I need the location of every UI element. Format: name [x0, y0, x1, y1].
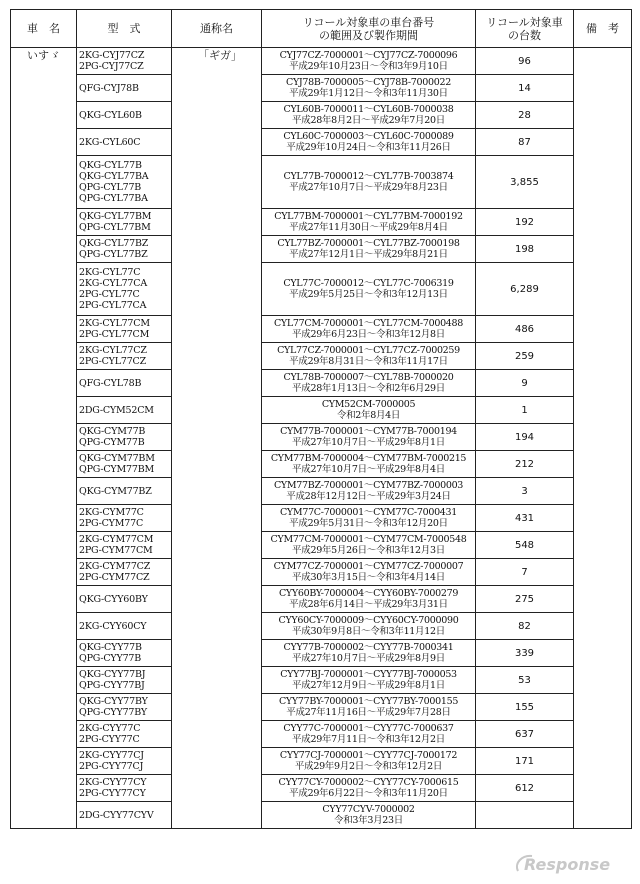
table-row	[11, 424, 632, 451]
maker-cell: いすゞ	[11, 48, 77, 829]
range-cell: CYY77C-7000001～CYY77C-7000637 平成29年7月11日～令和3年12月2日	[262, 721, 476, 748]
table-row	[11, 478, 632, 505]
count-cell: 53	[476, 667, 574, 694]
table-row	[11, 370, 632, 397]
range-cell: CYL77CM-7000001～CYL77CM-7000488 平成29年6月23日～令和3年12月8日	[262, 316, 476, 343]
table-row	[11, 316, 632, 343]
range-cell: CYL77CZ-7000001～CYL77CZ-7000259 平成29年8月31日～令和3年11月17日	[262, 343, 476, 370]
model-cell: QKG-CYY60BY	[77, 586, 172, 613]
model-cell: QKG-CYM77BM QPG-CYM77BM	[77, 451, 172, 478]
model-cell: QKG-CYM77B QPG-CYM77B	[77, 424, 172, 451]
range-cell: CYM77CZ-7000001～CYM77CZ-7000007 平成30年3月15日～令和3年4月14日	[262, 559, 476, 586]
range-cell: CYJ78B-7000005～CYJ78B-7000022 平成29年1月12日～令和3年11月30日	[262, 75, 476, 102]
table-row	[11, 640, 632, 667]
range-cell: CYY60CY-7000009～CYY60CY-7000090 平成30年9月8日～令和3年11月12日	[262, 613, 476, 640]
range-cell: CYM77BM-7000004～CYM77BM-7000215 平成27年10月7日～平成29年8月4日	[262, 451, 476, 478]
model-cell: 2KG-CYY77CJ 2PG-CYY77CJ	[77, 748, 172, 775]
table-row	[11, 775, 632, 802]
count-cell: 14	[476, 75, 574, 102]
model-cell: 2KG-CYY77CY 2PG-CYY77CY	[77, 775, 172, 802]
count-cell: 82	[476, 613, 574, 640]
range-cell: CYY77B-7000002～CYY77B-7000341 平成27年10月7日～平成29年8月9日	[262, 640, 476, 667]
range-cell: CYL78B-7000007～CYL78B-7000020 平成28年1月13日～令和2年6月29日	[262, 370, 476, 397]
range-cell: CYL77B-7000012～CYL77B-7003874 平成27年10月7日～平成29年8月23日	[262, 156, 476, 209]
count-cell: 28	[476, 102, 574, 129]
model-cell: QKG-CYL77BM QPG-CYL77BM	[77, 209, 172, 236]
range-cell: CYM77CM-7000001～CYM77CM-7000548 平成29年5月26日～令和3年12月3日	[262, 532, 476, 559]
range-cell: CYY60BY-7000004～CYY60BY-7000279 平成28年6月14日～平成29年3月31日	[262, 586, 476, 613]
model-cell: QKG-CYY77BY QPG-CYY77BY	[77, 694, 172, 721]
count-cell: 259	[476, 343, 574, 370]
header-range: リコール対象車の車台番号 の範囲及び製作期間	[262, 10, 476, 48]
table-row	[11, 667, 632, 694]
header-count: リコール対象車 の台数	[476, 10, 574, 48]
count-cell: 198	[476, 236, 574, 263]
range-cell: CYM77C-7000001～CYM77C-7000431 平成29年5月31日～令和3年12月20日	[262, 505, 476, 532]
count-cell: 1	[476, 397, 574, 424]
model-cell: 2KG-CYM77CZ 2PG-CYM77CZ	[77, 559, 172, 586]
count-cell: 486	[476, 316, 574, 343]
model-cell: QFG-CYJ78B	[77, 75, 172, 102]
model-cell: 2KG-CYL77CZ 2PG-CYL77CZ	[77, 343, 172, 370]
remarks-cell	[574, 48, 632, 829]
table-row	[11, 102, 632, 129]
model-cell: 2KG-CYM77CM 2PG-CYM77CM	[77, 532, 172, 559]
count-cell: 612	[476, 775, 574, 802]
table-row	[11, 586, 632, 613]
count-cell: 192	[476, 209, 574, 236]
count-cell: 3	[476, 478, 574, 505]
count-cell: 339	[476, 640, 574, 667]
count-cell: 637	[476, 721, 574, 748]
count-cell: 431	[476, 505, 574, 532]
model-cell: QFG-CYL78B	[77, 370, 172, 397]
header-model: 型 式	[77, 10, 172, 48]
model-cell: 2KG-CYL77C 2KG-CYL77CA 2PG-CYL77C 2PG-CYL77CA	[77, 263, 172, 316]
count-cell: 155	[476, 694, 574, 721]
count-cell: 6,289	[476, 263, 574, 316]
range-cell: CYY77BY-7000001～CYY77BY-7000155 平成27年11月16日～平成29年7月28日	[262, 694, 476, 721]
table-row	[11, 48, 632, 75]
table-row	[11, 748, 632, 775]
table-row	[11, 129, 632, 156]
range-cell: CYY77CYV-7000002 令和3年3月23日	[262, 802, 476, 829]
range-cell: CYL77BZ-7000001～CYL77BZ-7000198 平成27年12月1日～平成29年8月21日	[262, 236, 476, 263]
table-row	[11, 721, 632, 748]
table-row	[11, 397, 632, 424]
range-cell: CYM77B-7000001～CYM77B-7000194 平成27年10月7日～平成29年8月1日	[262, 424, 476, 451]
response-logo	[512, 849, 628, 877]
table-row	[11, 559, 632, 586]
table-row	[11, 343, 632, 370]
count-cell: 9	[476, 370, 574, 397]
model-cell: QKG-CYY77B QPG-CYY77B	[77, 640, 172, 667]
model-cell: QKG-CYL60B	[77, 102, 172, 129]
table-row	[11, 694, 632, 721]
table-row	[11, 156, 632, 209]
model-cell: 2KG-CYL60C	[77, 129, 172, 156]
range-cell: CYY77BJ-7000001～CYY77BJ-7000053 平成27年12月9日～平成29年8月1日	[262, 667, 476, 694]
table-row	[11, 263, 632, 316]
model-cell: 2KG-CYJ77CZ 2PG-CYJ77CZ	[77, 48, 172, 75]
table-row	[11, 209, 632, 236]
recall-table	[10, 9, 632, 829]
range-cell: CYL60C-7000003～CYL60C-7000089 平成29年10月24日～令和3年11月26日	[262, 129, 476, 156]
count-cell: 3,855	[476, 156, 574, 209]
count-cell	[476, 802, 574, 829]
common-name-cell: 「ギガ」	[172, 48, 262, 829]
model-cell: 2KG-CYY77C 2PG-CYY77C	[77, 721, 172, 748]
watermark-text: Response	[524, 855, 611, 874]
model-cell: QKG-CYL77BZ QPG-CYL77BZ	[77, 236, 172, 263]
model-cell: 2DG-CYY77CYV	[77, 802, 172, 829]
range-cell: CYL77C-7000012～CYL77C-7006319 平成29年5月25日～令和3年12月13日	[262, 263, 476, 316]
count-cell: 7	[476, 559, 574, 586]
count-cell: 171	[476, 748, 574, 775]
model-cell: QKG-CYY77BJ QPG-CYY77BJ	[77, 667, 172, 694]
table-body	[11, 48, 632, 829]
count-cell: 275	[476, 586, 574, 613]
table-row	[11, 532, 632, 559]
range-cell: CYJ77CZ-7000001～CYJ77CZ-7000096 平成29年10月23日～令和3年9月10日	[262, 48, 476, 75]
range-cell: CYM77BZ-7000001～CYM77BZ-7000003 平成28年12月12日～平成29年3月24日	[262, 478, 476, 505]
table-row	[11, 451, 632, 478]
model-cell: QKG-CYM77BZ	[77, 478, 172, 505]
count-cell: 194	[476, 424, 574, 451]
count-cell: 96	[476, 48, 574, 75]
model-cell: 2DG-CYM52CM	[77, 397, 172, 424]
header-common-name: 通称名	[172, 10, 262, 48]
model-cell: 2KG-CYL77CM 2PG-CYL77CM	[77, 316, 172, 343]
range-cell: CYL60B-7000011～CYL60B-7000038 平成28年8月2日～平成29年7月20日	[262, 102, 476, 129]
range-cell: CYY77CY-7000002～CYY77CY-7000615 平成29年6月22日～令和3年11月20日	[262, 775, 476, 802]
table-row	[11, 802, 632, 829]
range-cell: CYL77BM-7000001～CYL77BM-7000192 平成27年11月30日～平成29年8月4日	[262, 209, 476, 236]
model-cell: 2KG-CYM77C 2PG-CYM77C	[77, 505, 172, 532]
count-cell: 87	[476, 129, 574, 156]
range-cell: CYY77CJ-7000001～CYY77CJ-7000172 平成29年9月2日～令和3年12月2日	[262, 748, 476, 775]
header-maker: 車 名	[11, 10, 77, 48]
table-row	[11, 236, 632, 263]
model-cell: QKG-CYL77B QKG-CYL77BA QPG-CYL77B QPG-CYL77BA	[77, 156, 172, 209]
table-header-row	[11, 10, 632, 48]
count-cell: 548	[476, 532, 574, 559]
table-row	[11, 75, 632, 102]
table-row	[11, 505, 632, 532]
count-cell: 212	[476, 451, 574, 478]
header-remarks: 備 考	[574, 10, 632, 48]
range-cell: CYM52CM-7000005 令和2年8月4日	[262, 397, 476, 424]
table-row	[11, 613, 632, 640]
model-cell: 2KG-CYY60CY	[77, 613, 172, 640]
